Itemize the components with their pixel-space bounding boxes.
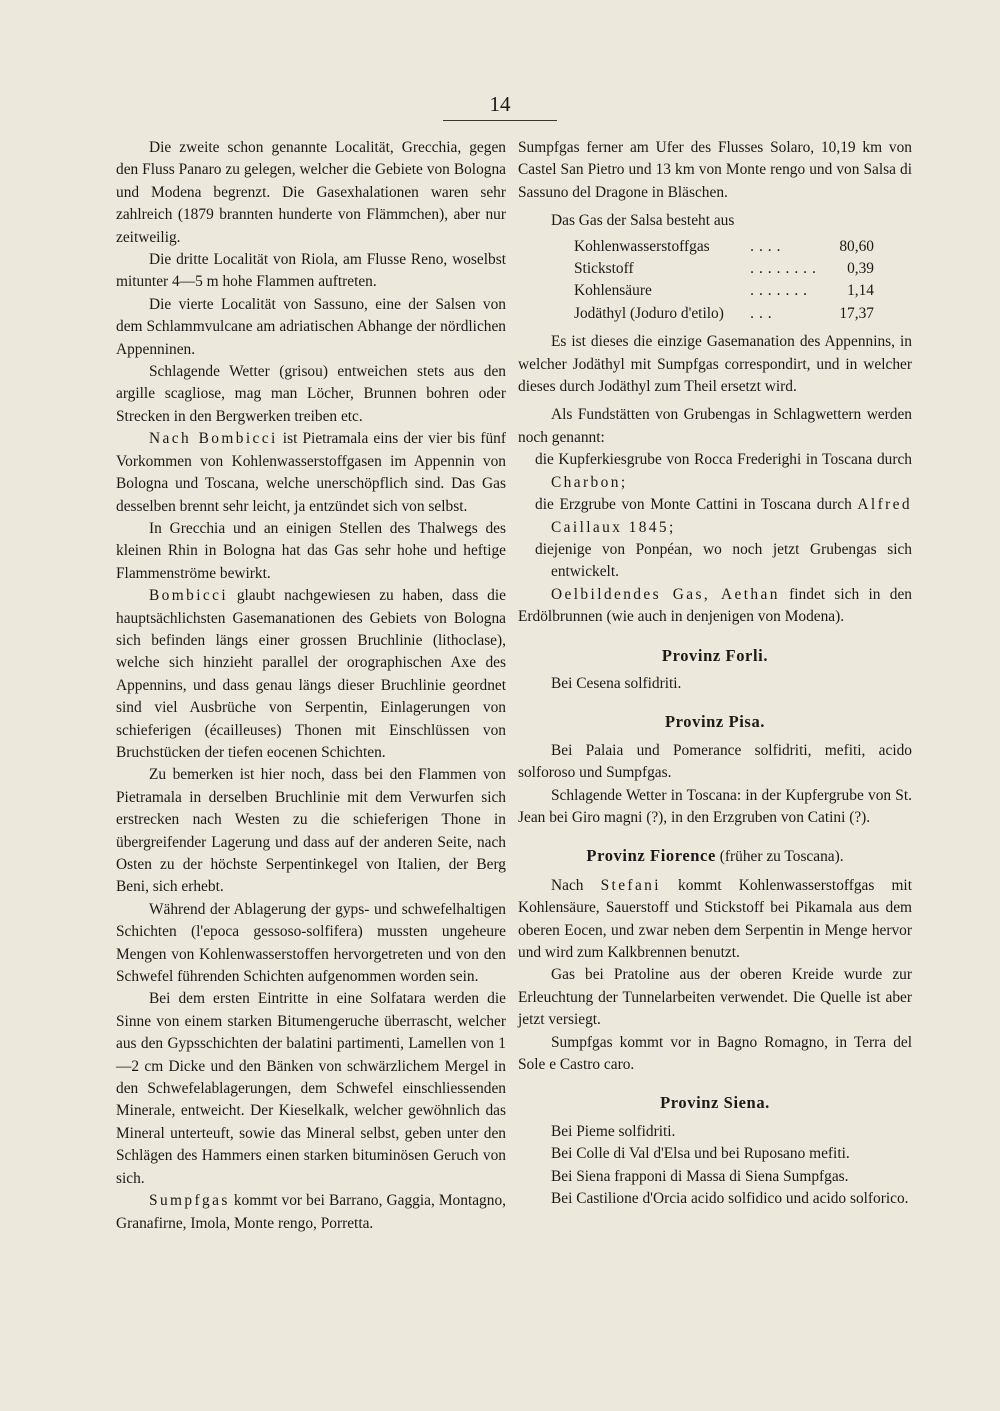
leader-dots: ....... [750,282,813,300]
gas-value: 17,37 [839,304,874,322]
gas-value: 1,14 [847,282,874,300]
list-item [518,494,912,539]
left-column [116,137,506,1235]
paragraph: Die vierte Localität von Sassuno, eine der Salsen von dem Schlammvulcane am adriatischen Abhange der nördlichen Appenninen. [116,295,506,358]
header-rule [443,120,557,121]
gas-composition-table [574,236,874,326]
author-name: Charbon [551,473,621,491]
paragraph-text: ist Pietramala eins der vier bis fünf Vorkommen von Kohlenwasserstoffgasen im Appennin von Bologna und Toscana, welche unerschöpflich sind. Das Gas desselben brennt sehr leicht, ja entzündet sich von selbst. [116,430,506,515]
paragraph: Schlagende Wetter (grisou) entweichen stets aus den argille scagliose, mag man Löcher, Brunnen bohren oder Strecken in den Bergwerken treiben etc. [116,363,506,425]
gas-name: Jodäthyl (Joduro d'etilo) [574,304,724,322]
paragraph: Während der Ablagerung der gyps- und schwefelhaltigen Schichten (l'epoca gessoso-solfifera) mussten ungeheure Mengen von Kohlenwasserstoffen hervorgetreten und von den Schwefel führenden Schichten aufgenommen worden sein. [116,900,506,986]
heading-subtitle: (früher zu Toscana). [715,848,844,866]
paragraph: In Grecchia und an einigen Stellen des Thalwegs des kleinen Rhin in Bologna hat das Gas sehr hohe und heftige Flammenströme bewirkt. [116,519,506,582]
paragraph: Bei Castilione d'Orcia acido solfidico und acido solforico. [551,1190,909,1208]
author-name: Alfred Caillaux 1845 [551,496,912,536]
list-item-end: ; [668,518,674,536]
list-item-end: ; [620,473,626,491]
list-item-text: die Kupferkiesgrube von Rocca Frederighi in Toscana durch [535,451,912,469]
paragraph: Sumpfgas ferner am Ufer des Flusses Solaro, 10,19 km von Castel San Pietro und 13 km von Monte rengo und von Salsa di Sassuno del Dragone in Bläschen. [518,139,912,201]
paragraph-text: kommt Kohlenwasserstoffgas mit Kohlensäure, Sauerstoff und Stickstoff bei Pikamala aus dem oberen Eocen, und zwar neben dem Serpentin in Menge hervor und wird zum Kalkbrennen benutzt. [518,876,912,961]
author-name: Bombicci [149,587,229,605]
paragraph [518,875,912,965]
section-heading-siena: Provinz Siena. [660,1093,770,1113]
table-row [574,258,874,280]
heading-text: Provinz Fiorence [586,846,716,866]
paragraph-text: kommt vor bei Barrano, Gaggia, Montagno, Granafirne, Imola, Monte rengo, Porretta. [116,1192,506,1232]
paragraph: Gas bei Pratoline aus der oberen Kreide wurde zur Erleuchtung der Tunnelarbeiten verwendet. Die Quelle ist aber jetzt versiegt. [518,966,912,1029]
table-row [574,280,874,302]
author-name: Stefani [600,876,661,894]
section-heading-forli: Provinz Forli. [661,645,769,665]
leader-dots: ........ [750,260,821,278]
paragraph [116,585,506,764]
paragraph: Die zweite schon genannte Localität, Grecchia, gegen den Fluss Panaro zu gelegen, welcher die Gebiete von Bologna und Modena begrenzt. Die Gasexhalationen waren sehr zahlreich (1879 brannten hunderte von Flämmchen), aber nur zeitweilig. [116,139,506,246]
gas-name: Kohlensäure [574,282,652,300]
list-item [518,449,912,494]
gas-table-title: Das Gas der Salsa besteht aus [551,212,735,230]
paragraph: Schlagende Wetter in Toscana: in der Kupfergrube von St. Jean bei Giro magni (?), in den Erzgruben von Catini (?). [518,786,912,826]
gas-name: Stickstoff [574,260,634,278]
paragraph [518,584,912,629]
gas-value: 80,60 [839,237,874,255]
paragraph: Bei Siena frapponi di Massa di Siena Sumpfgas. [551,1167,849,1185]
paragraph: Zu bemerken ist hier noch, dass bei den Flammen von Pietramala in derselben Bruchlinie mit dem Verwurfen sich erstrecken nach Westen zu die schieferigen Thone in übergreifender Lagerung und dass auf der anderen Seite, nach Osten zu der höchste Serpentinkegel von Italien, der Berg Beni, sich erhebt. [116,766,506,896]
right-column [518,137,912,1210]
paragraph: Es ist dieses die einzige Gasemanation des Appennins, in welcher Jodäthyl mit Sumpfgas correspondirt, und in welcher dieses durch Jodäthyl zum Theil ersetzt wird. [518,333,912,396]
list-item: diejenige von Ponpéan, wo noch jetzt Grubengas sich entwickelt. [535,540,912,581]
leader-dots: .... [750,237,786,255]
section-heading-fiorence [518,845,912,868]
paragraph: Als Fundstätten von Grubengas in Schlagwettern werden noch genannt: [518,406,912,446]
section-heading-pisa: Provinz Pisa. [664,712,766,732]
page-number: 14 [489,92,511,116]
paragraph: Bei Colle di Val d'Elsa und bei Ruposano mefiti. [551,1145,850,1163]
leader-dots: ... [750,304,777,322]
table-row [574,236,874,258]
paragraph [116,1190,506,1235]
emphasis-term: Oelbildendes Gas, Aethan [551,585,780,603]
paragraph: Bei dem ersten Eintritte in eine Solfatara werden die Sinne von einem starken Bitumengeruche überrascht, welcher aus den Gypsschichten der balatini partimenti, Lamellen von 1—2 cm Dicke und den Bänken von schwärzlichem Mergel in den Schwefelablagerungen, dem Schwefel einschliessenden Minerale, entweicht. Der Kieselkalk, welcher gewöhnlich das Mineral unterteuft, sowie das Mineral selbst, geben unter den Schlägen des Hammers einen starken bituminösen Geruch von sich. [116,990,506,1187]
table-row [574,303,874,325]
paragraph [116,428,506,518]
list-item-text: die Erzgrube von Monte Cattini in Toscana durch [535,496,858,514]
paragraph: Die dritte Localität von Riola, am Flusse Reno, woselbst mitunter 4—5 m hohe Flammen auftreten. [116,251,506,291]
gas-value: 0,39 [847,260,874,278]
paragraph: Bei Cesena solfidriti. [551,674,682,692]
paragraph-text: findet sich in den Erdölbrunnen (wie auch in denjenigen von Modena). [518,585,912,626]
paragraph-text: glaubt nachgewiesen zu haben, dass die hauptsächlichsten Gasemanationen des Gebiets von Bologna sich befinden längs einer grossen Bruchlinie (lithoclase), welche sich hinzieht parallel der orographischen Axe des Appennins, und dass genau längs dieser Bruchlinie geordnet sind viel Ausbrüche von Serpentin, Einlagerungen von schieferigen (écailleuses) Thonen mit Einschlüssen von Bruchstücken der tiefen eocenen Schichten. [116,587,506,761]
paragraph: Sumpfgas kommt vor in Bagno Romagno, in Terra del Sole e Castro caro. [518,1033,912,1074]
emphasis-term: Sumpfgas [149,1192,230,1210]
paragraph-text: Nach [551,876,601,894]
paragraph: Bei Pieme solfidriti. [551,1122,676,1140]
paragraph: Bei Palaia und Pomerance solfidriti, mefiti, acido solforoso und Sumpfgas. [518,741,912,782]
author-name: Nach Bombicci [149,430,278,448]
gas-name: Kohlenwasserstoffgas [574,237,710,255]
